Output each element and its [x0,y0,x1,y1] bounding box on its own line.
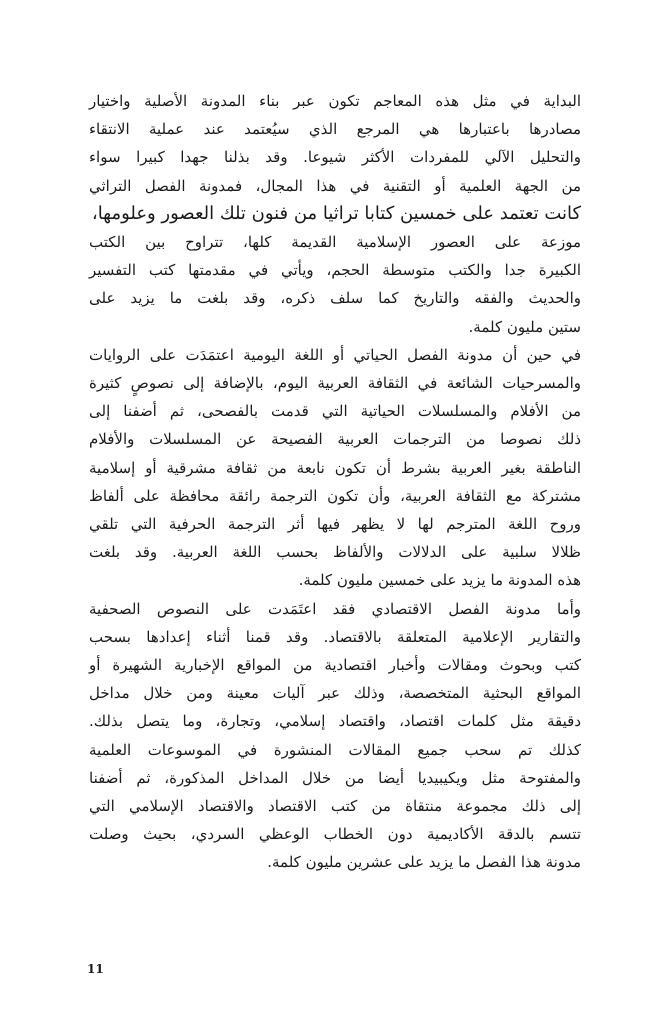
text-line: من الأفلام والمسلسلات الحياتية التي قدمت بالفصحى، ثم أضفنا إلى [89,402,581,421]
body-text [89,87,581,877]
text-line: الناطقة بغير العربية بشرط أن تكون نابعة من ثقافة مشرقية أو إسلامية [89,458,581,477]
text-line: والحديث والفقه والتاريخ كما سلف ذكره، وقد بلغت ما يزيد على [89,289,581,308]
paragraph [89,87,581,341]
text-line: ذلك نصوصا من الترجمات العربية الفصيحة عن المسلسلات والأفلام [89,430,581,449]
text-line: إلى ذلك مجموعة منتقاة من كتب الاقتصاد والاقتصاد الإسلامي التي [89,797,581,816]
text-line: وأما مدونة الفصل الاقتصادي فقد اعتَمَدت على النصوص الصحفية [89,599,581,618]
text-line: مصادرها باعتبارها هي المرجع الذي سيُعتمد عند عملية الانتقاء [89,120,581,139]
text-line: في حين أن مدونة الفصل الحياتي أو اللغة اليومية اعتمَدَت على الروايات [89,345,581,364]
text-line: هذه المدونة ما يزيد على خمسين مليون كلمة. [298,571,581,590]
paragraph [89,595,581,877]
text-line: الكبيرة جدا والكتب متوسطة الحجم، ويأتي في مقدمتها كتب التفسير [89,261,581,280]
text-line: والمفتوحة مثل ويكيبيديا أيضا من خلال المداخل المذكورة، ثم أضفنا [89,768,581,787]
text-line: كتب وبحوث ومقالات وأخبار اقتصادية من المواقع الإخبارية الشهيرة أو [89,656,581,675]
text-line: مدونة هذا الفصل ما يزيد على عشرين مليون كلمة. [267,853,581,872]
text-line: كانت تعتمد على خمسين كتابا تراثيا من فنون تلك العصور وعلومها، [91,202,581,224]
text-line: كذلك تم سحب جميع المقالات المنشورة في الموسوعات العلمية [89,740,581,759]
text-line: والمسرحيات الشائعة في الثقافة العربية اليوم، بالإضافة إلى نصوصٍ كثيرة [89,374,581,393]
text-line: تتسم بالدقة الأكاديمية دون الخطاب الوعظي السردي، بحيث وصلت [89,825,581,844]
text-line: وروح اللغة المترجم لها لا يظهر فيها أثر الترجمة الحرفية التي تلقي [89,515,581,534]
text-line: والتحليل الآلي للمفردات الأكثر شيوعا. وقد بذلنا جهدا كبيرا سواء [89,148,581,167]
text-line: موزعة على العصور الإسلامية القديمة كلها، تتراوح بين الكتب [89,233,581,252]
text-line: المواقع البحثية المتخصصة، وذلك عبر آليات معينة ومن خلال مداخل [89,684,581,703]
text-line: ظلالا سلبية على الدلالات والألفاظ بحسب اللغة العربية. وقد بلغت [89,543,581,562]
paragraph [89,341,581,595]
text-line: دقيقة مثل كلمات اقتصاد، واقتصاد إسلامي، وتجارة، وما يتصل بذلك. [89,712,581,731]
text-line: ستين مليون كلمة. [468,317,581,336]
text-line: والتقارير الإعلامية المتعلقة بالاقتصاد. وقد قمنا أثناء إعدادها بسحب [89,627,581,646]
text-line: مشتركة مع الثقافة العربية، وأن تكون الترجمة رائقة محافظة على ألفاظ [89,486,581,505]
page-number: 11 [87,962,104,976]
text-line: البداية في مثل هذه المعاجم تكون عبر بناء المدونة الأصلية واختيار [89,92,581,110]
text-line: من الجهة العلمية أو التقنية في هذا المجال، فمدونة الفصل التراثي [89,176,581,195]
